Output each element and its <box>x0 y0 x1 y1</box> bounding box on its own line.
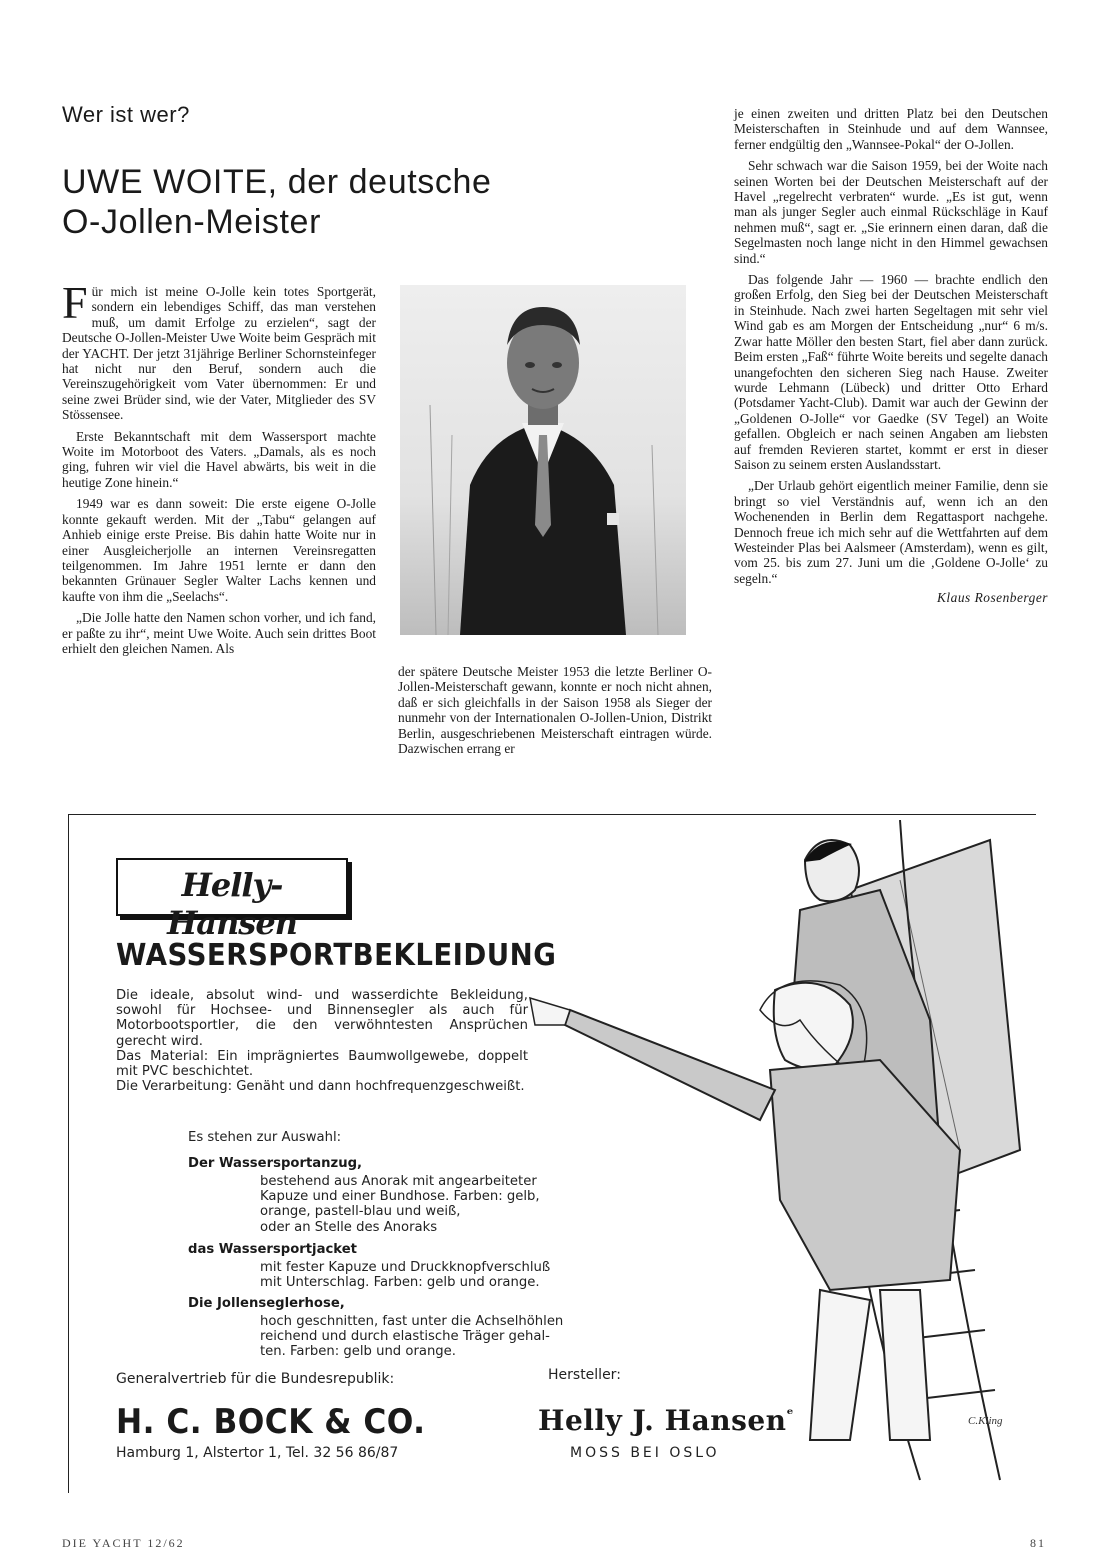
artist-signature: C.Kling <box>968 1415 1003 1427</box>
product-name: das Wassersportjacket <box>188 1242 357 1257</box>
paragraph: Das folgende Jahr — 1960 — brachte endlich den großen Erfolg, den Sieg bei der Deutschen Meisterschaft in Steinhude. Nach zwei harten Segeltagen mit sehr viel Wind gab es am Morgen der Entscheidung „nur“ 6 m/s. Zwar hatte Möller den besten Start, fiel aber dann zurück. Beim ersten „Faß“ führte Woite bereits und segelte danach unangefochten den sicheren Sieg nach Hause. Zweiter wurde Lehmann (Lübeck) und dritter Otto Erhard (Potsdamer Yacht-Club). Damit war auch der Gewinn der „Goldenen O-Jolle“ vor Gaedke (SV Tegel) an Woite gefallen. Obgleich er nach seinen Angaben am liebsten auf fremden Revieren startet, kommt er erst in dieser Saison zu seinem ersten Auslandsstart. <box>734 272 1048 472</box>
paragraph: „Die Jolle hatte den Namen schon vorher, und ich fand, er paßte zu ihr“, meint Uwe Woite. Auch sein drittes Boot erhielt den gleichen Namen. Als <box>62 610 376 656</box>
product-line: ten. Farben: gelb und orange. <box>260 1344 456 1360</box>
product-name: Die Jollenseglerhose, <box>188 1296 345 1311</box>
article-column-3 <box>734 106 1048 606</box>
paragraph-text: ür mich ist meine O-Jolle kein totes Sportgerät, sondern ein lebendiges Schiff, das man verstehen muß, um damit Erfolge zu erzielen“, sagt der Deutsche O-Jollen-Meister Uwe Woite beim Gespräch mit der YACHT. Der jetzt 31jährige Berliner Schornsteinfeger hat nicht nur den Beruf, sondern auch die Vereinszugehörigkeit vom Vater übernommen: Er und seine zwei Brüder sind, wie der Vater, Mitglieder des SV Stössensee. <box>62 284 376 423</box>
maker-suffix: ᵉ <box>786 1404 795 1424</box>
ad-paragraph: Die ideale, absolut wind- und wasserdichte Bekleidung, sowohl für Hochsee- und Binnensegler als auch für Motorbootsportler, die den verwöhntesten Ansprüchen gerecht wird. <box>116 988 528 1049</box>
brand-logo-text: Helly-Hansen <box>167 866 297 942</box>
page-number: 81 <box>1030 1536 1046 1550</box>
ad-title: WASSERSPORTBEKLEIDUNG <box>116 938 557 973</box>
section-kicker: Wer ist wer? <box>62 102 190 127</box>
distributor-address: Hamburg 1, Alstertor 1, Tel. 32 56 86/87 <box>116 1445 399 1461</box>
product-line: mit Unterschlag. Farben: gelb und orange. <box>260 1275 540 1291</box>
ad-illustration <box>520 820 1040 1490</box>
paragraph <box>62 277 376 423</box>
product-line: reichend und durch elastische Träger gehal- <box>260 1329 550 1345</box>
author-signature: Klaus Rosenberger <box>936 590 1048 606</box>
article-column-1 <box>62 277 376 662</box>
paragraph: Sehr schwach war die Saison 1959, bei der Woite nach seinen Worten bei der Deutschen Meisterschaft auf der Havel „regelrecht verbraten“ wurde. „Es ist gut, wenn man als junger Segler auch einmal Rückschläge in Kauf nehmen muß“, sagt er. „Sie erinnern einen daran, daß die Segelmasten noch lange nicht in den Himmel gewachsen sind.“ <box>734 158 1048 266</box>
footer-publication: DIE YACHT 12/62 <box>62 1536 185 1550</box>
product-name: Der Wassersportanzug, <box>188 1156 363 1171</box>
product-line: bestehend aus Anorak mit angearbeiteter <box>260 1174 537 1189</box>
headline-line-2: O-Jollen-Meister <box>62 203 321 241</box>
headline-line-1: UWE WOITE, der deutsche <box>62 163 492 201</box>
paragraph: „Der Urlaub gehört eigentlich meiner Familie, denn sie bringt so viel Verständnis auf, wenn ich an den Wochenenden in Berlin dem Regattasport nachgehe. Dennoch freue ich mich sehr auf die Wettfahrten auf dem Westeinder Plas bei Aalsmeer (Amsterdam), wenn es gilt, vom 25. bis zum 27. Juni um die ‚Goldene O-Jolle‘ zu segeln.“ <box>734 478 1048 586</box>
article-column-2 <box>398 664 712 762</box>
ad-paragraph: Das Material: Ein imprägniertes Baumwollgewebe, doppelt mit PVC beschichtet. <box>116 1048 528 1080</box>
distributor-name: H. C. BOCK & CO. <box>116 1402 426 1442</box>
article-headline <box>62 162 662 242</box>
maker-city: MOSS BEI OSLO <box>570 1445 720 1461</box>
distributor-label: Generalvertrieb für die Bundesrepublik: <box>116 1371 395 1387</box>
drop-cap: F <box>62 277 88 328</box>
paragraph: je einen zweiten und dritten Platz bei den Deutschen Meisterschaften in Steinhude und auf dem Wannsee, ferner endgültig den „Wannsee-Pokal“ der O-Jollen. <box>734 106 1048 152</box>
selection-intro: Es stehen zur Auswahl: <box>188 1130 342 1145</box>
ad-paragraph: Die Verarbeitung: Genäht und dann hochfrequenzgeschweißt. <box>116 1079 525 1095</box>
maker-name-text: Helly J. Hansen <box>538 1404 787 1437</box>
brand-logo <box>116 858 348 942</box>
portrait-illustration <box>400 285 686 635</box>
ad-intro <box>116 988 528 1094</box>
portrait-photo <box>400 285 686 635</box>
maker-label: Hersteller: <box>548 1367 621 1383</box>
paragraph: 1949 war es dann soweit: Die erste eigene O-Jolle konnte gekauft werden. Mit der „Tabu“ gelangen auf Anhieb einige erste Preise. Bis dahin hatte Woite nur in einer Ausgleicherjolle an internen Vereinsregatten teilgenommen. Im Jahre 1951 lernte er dann den bekannten Grünauer Segler Walter Lachs kennen und kaufte von ihm die „Seelachs“. <box>62 496 376 604</box>
product-line: Kapuze und einer Bundhose. Farben: gelb, <box>260 1189 540 1205</box>
paragraph: der spätere Deutsche Meister 1953 die letzte Berliner O-Jollen-Meisterschaft gewann, konnte er noch nicht ahnen, daß er sich gleichfalls in der Saison 1958 als Sieger der nunmehr von der Internationalen O-Jollen-Union, Distrikt Berlin, ausgeschriebenen Meisterschaft eintragen würde. Dazwischen errang er <box>398 664 712 757</box>
paragraph: Erste Bekanntschaft mit dem Wassersport machte Woite im Motorboot des Vaters. „Damals, als es noch ging, fuhren wir viel die Havel abwärts, bis weit in die heutige Zone hinein.“ <box>62 428 376 490</box>
sailors-illustration <box>520 820 1040 1490</box>
product-line: hoch geschnitten, fast unter die Achselhöhlen <box>260 1314 564 1329</box>
product-line: oder an Stelle des Anoraks <box>260 1219 438 1235</box>
product-line: mit fester Kapuze und Druckknopfverschluß <box>260 1260 551 1275</box>
product-line: orange, pastell-blau und weiß, <box>260 1204 461 1220</box>
